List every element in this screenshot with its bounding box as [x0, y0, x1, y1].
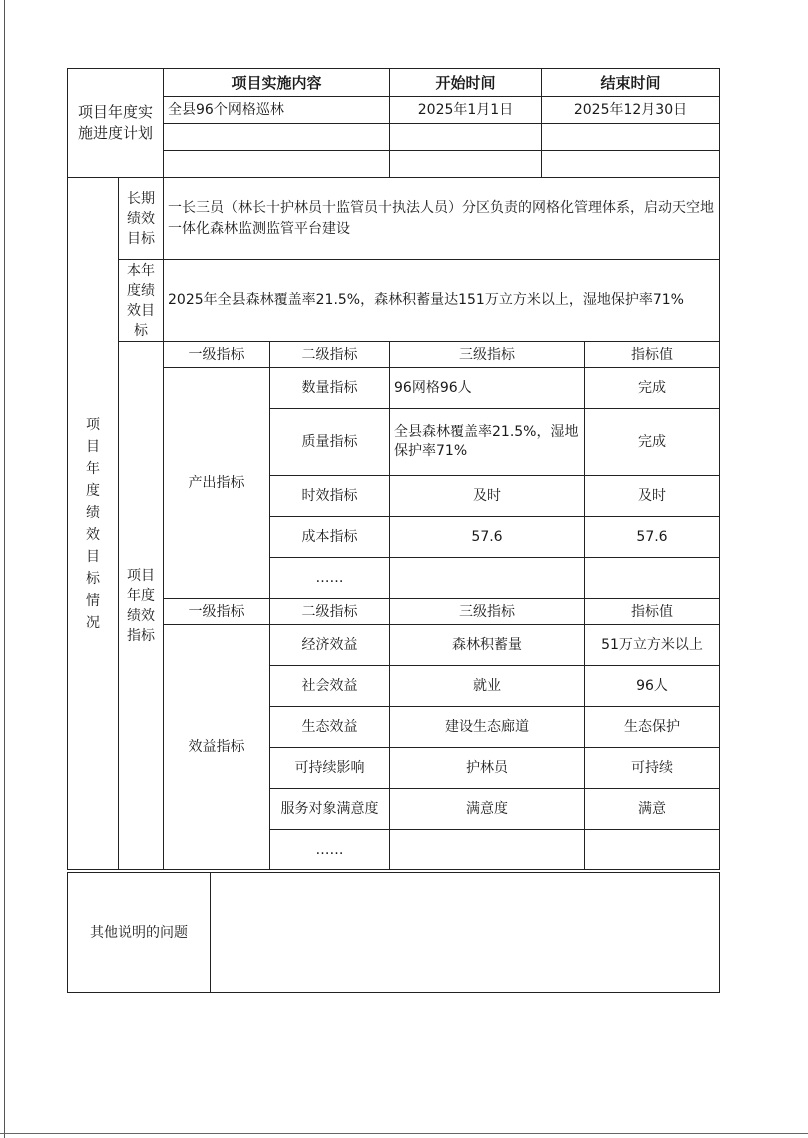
- schedule-row: [68, 124, 720, 151]
- value-cell: 满意: [585, 789, 720, 830]
- level2-cell: 成本指标: [270, 517, 390, 558]
- level2-cell: 数量指标: [270, 368, 390, 409]
- value-cell: [585, 558, 720, 599]
- annual-label-text: 本年度绩效目标: [127, 262, 155, 339]
- scan-edge-bottom: [0, 1133, 808, 1134]
- header-value: 指标值: [585, 342, 720, 368]
- level3-cell: 及时: [390, 476, 585, 517]
- level3-cell: 满意度: [390, 789, 585, 830]
- long-term-text: 一长三员（林长十护林员十监管员十执法人员）分区负责的网格化管理体系，启动天空地一体化森林监测监管平台建设: [164, 178, 720, 260]
- other-text: [211, 873, 720, 993]
- long-term-label: [119, 178, 164, 260]
- header-level3: 三级指标: [390, 342, 585, 368]
- level2-cell: 服务对象满意度: [270, 789, 390, 830]
- value-cell: 57.6: [585, 517, 720, 558]
- value-cell: 可持续: [585, 748, 720, 789]
- header-level2: 二级指标: [270, 599, 390, 625]
- other-label: 其他说明的问题: [68, 873, 211, 993]
- level3-cell: 全县森林覆盖率21.5%，湿地保护率71%: [390, 409, 585, 476]
- header-level2: 二级指标: [270, 342, 390, 368]
- schedule-row: [68, 97, 720, 124]
- schedule-content: [164, 151, 390, 178]
- level2-cell: 时效指标: [270, 476, 390, 517]
- schedule-content: [164, 124, 390, 151]
- schedule-start: [390, 124, 542, 151]
- value-cell: 生态保护: [585, 707, 720, 748]
- value-cell: 完成: [585, 368, 720, 409]
- schedule-end: [542, 124, 720, 151]
- schedule-start: 2025年1月1日: [390, 97, 542, 124]
- long-term-label-text: 长期绩效目标: [127, 190, 155, 247]
- table-row: [68, 625, 720, 666]
- other-table: [67, 872, 720, 993]
- level2-cell: 质量指标: [270, 409, 390, 476]
- schedule-table: [67, 68, 720, 178]
- level3-cell: 57.6: [390, 517, 585, 558]
- benefit-level1: 效益指标: [164, 625, 270, 870]
- annual-label: [119, 260, 164, 342]
- table-row: [68, 368, 720, 409]
- level2-cell: 社会效益: [270, 666, 390, 707]
- header-level1: 一级指标: [164, 342, 270, 368]
- performance-section-text: 项目年度绩效目标情况: [86, 416, 100, 631]
- level2-cell: 可持续影响: [270, 748, 390, 789]
- header-value: 指标值: [585, 599, 720, 625]
- level3-cell: [390, 830, 585, 870]
- schedule-end: [542, 151, 720, 178]
- header-level3: 三级指标: [390, 599, 585, 625]
- level3-cell: 森林积蓄量: [390, 625, 585, 666]
- level2-cell: 经济效益: [270, 625, 390, 666]
- level2-cell: ……: [270, 558, 390, 599]
- header-level1: 一级指标: [164, 599, 270, 625]
- schedule-header-content: 项目实施内容: [164, 69, 390, 97]
- value-cell: 及时: [585, 476, 720, 517]
- level3-cell: [390, 558, 585, 599]
- schedule-end: 2025年12月30日: [542, 97, 720, 124]
- value-cell: 完成: [585, 409, 720, 476]
- value-cell: [585, 830, 720, 870]
- scan-edge-left: [4, 0, 5, 1138]
- level3-cell: 护林员: [390, 748, 585, 789]
- schedule-header-end: 结束时间: [542, 69, 720, 97]
- level2-cell: ……: [270, 830, 390, 870]
- indicator-label-text: 项目年度绩效指标: [127, 567, 155, 644]
- output-level1: 产出指标: [164, 368, 270, 599]
- schedule-section-label: 项目年度实施进度计划: [68, 69, 164, 178]
- schedule-start: [390, 151, 542, 178]
- level3-cell: 建设生态廊道: [390, 707, 585, 748]
- indicator-label: [119, 342, 164, 870]
- performance-table: [67, 177, 720, 870]
- level3-cell: 就业: [390, 666, 585, 707]
- schedule-row: [68, 151, 720, 178]
- schedule-header-start: 开始时间: [390, 69, 542, 97]
- annual-text: 2025年全县森林覆盖率21.5%，森林积蓄量达151万立方米以上，湿地保护率71%: [164, 260, 720, 342]
- performance-section-label: [68, 178, 119, 870]
- schedule-content: 全县96个网格巡林: [164, 97, 390, 124]
- value-cell: 51万立方米以上: [585, 625, 720, 666]
- level2-cell: 生态效益: [270, 707, 390, 748]
- level3-cell: 96网格96人: [390, 368, 585, 409]
- value-cell: 96人: [585, 666, 720, 707]
